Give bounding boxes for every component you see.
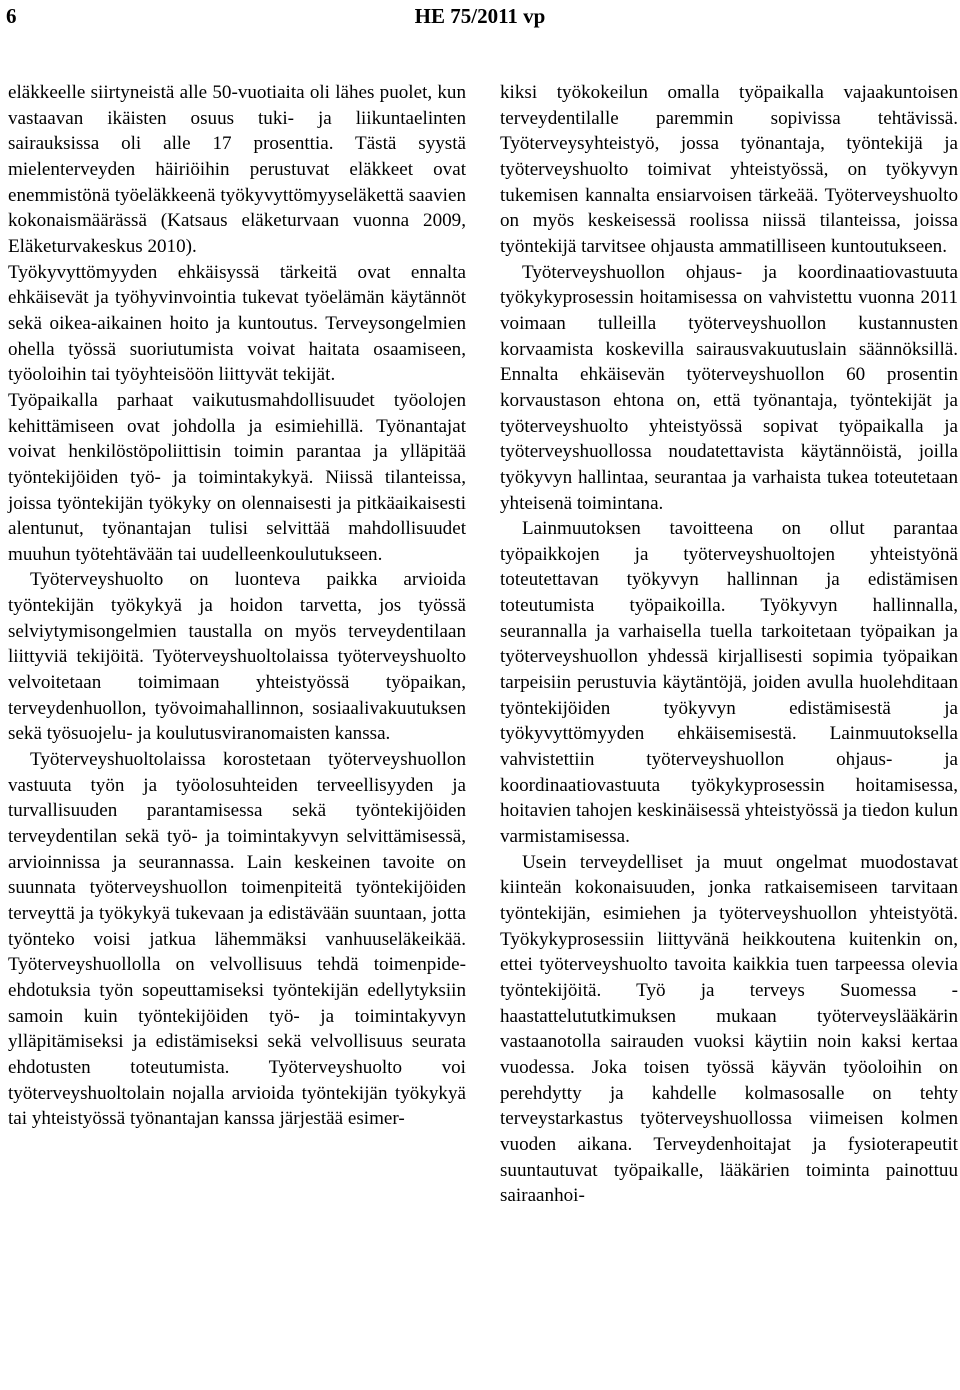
page-header [0, 4, 960, 38]
paragraph: Usein terveydelliset ja muut ongelmat muodostavat kiinteän kokonaisuuden, jonka ratkaisemiseen tarvitaan työntekijän, esimiehen ja työterveyshuollon yhteistyötä. Työkykyprosessiin liittyvänä heikkoutena kuitenkin on, ettei työterveyshuolto tavoita kaikkia tuen tarpeessa olevia työntekijöitä. Työ ja terveys Suomessa -haastattelututkimuksen mukaan työterveyslääkärin vastaanotolla sairauden vuoksi käytiin noin kaksi kertaa vuodessa. Joka toisen työssä käyvän työoloihin on perehdytty ja kahdelle kolmasosalle on tehty terveystarkastus työterveyshuollossa viimeisen kolmen vuoden aikana. Terveydenhoitajat ja fysioterapeutit suuntautuvat työpaikalle, lääkärien toiminta painottuu sairaanhoi- [500, 851, 958, 1207]
document-id: HE 75/2011 vp [414, 4, 546, 28]
paragraph: Työpaikalla parhaat vaikutusmahdollisuudet työolojen kehittämiseen ovat johdolla ja esimiehillä. Työnantajat voivat henkilöstöpoliittisin toimin parantaa ja ylläpitää työntekijöiden työ- ja toimintakykyä. Niissä tilanteissa, joissa työntekijän työkyky on olennaisesti ja pitkäaikaisesti alentunut, työnantajan tulisi selvittää mahdollisuudet muuhun työtehtävään tai uudelleenkoulutukseen. [8, 389, 466, 565]
paragraph: Työterveyshuolto on luonteva paikka arvioida työntekijän työkykyä ja hoidon tarvetta, jos työssä selviytymisongelmien taustalla on myös terveydentilaan liittyviä tekijöitä. Työterveyshuoltolaissa työterveyshuolto velvoitetaan toimimaan yhteistyössä työpaikan, terveydenhuollon, työvoimahallinnon, sosiaalivakuutuksen sekä työsuojelu- ja koulutusviranomaisten kanssa. [8, 569, 466, 745]
paragraph: Lainmuutoksen tavoitteena on ollut parantaa työpaikkojen ja työterveyshuoltojen yhteistyönä toteutettavan työkyvyn hallinnan ja edistämisen toteutumista työpaikoilla. Työkyvyn hallinnalla, seurannalla ja varhaisella tuella tarkoitetaan työpaikan ja työterveyshuollon yhdessä kirjallisesti sopimia työpaikan tarpeisiin perustuvia käytäntöjä, joiden avulla huolehditaan työntekijöiden työkyvyn edistämisestä ja työkyvyttömyyden ehkäisemisestä. Lainmuutoksella vahvistettiin työterveyshuollon ohjaus- ja koordinaatiovastuuta työkykyprosessin hoitamisessa, hoitavien tahojen keskinäisessä yhteistyössä ja tiedon kulun varmistamisessa. [500, 518, 958, 848]
paragraph: Työkyvyttömyyden ehkäisyssä tärkeitä ovat ennalta ehkäisevät ja työhyvinvointia tukevat työelämän käytännöt sekä oikea-aikainen hoito ja kuntoutus. Terveysongelmien ohella työssä suoriutumista voivat haitata osaamiseen, työoloihin tai työyhteisöön liittyvät tekijät. [8, 261, 466, 386]
paragraph: eläkkeelle siirtyneistä alle 50-vuotiaita oli lähes puolet, kun vastaavan ikäisten osuus tuki- ja liikuntaelinten sairauksissa oli alle 17 prosenttia. Tästä syystä mielenterveyden häiriöihin perustuvat eläkkeet ovat enemmistönä työeläkkeenä työkyvyttömyyseläkettä saavien kokonaismäärässä (Katsaus eläketurvaan vuonna 2009, Eläketurvakeskus 2010). [8, 82, 466, 257]
paragraph: Työterveyshuoltolaissa korostetaan työterveyshuollon vastuuta työn ja työolosuhteiden terveellisyyden ja turvallisuuden parantamisessa sekä työntekijöiden terveydentilan sekä työ- ja toimintakyvyn selvittämisessä, arvioinnissa ja seurannassa. Lain keskeinen tavoite on suunnata työterveyshuollon toimenpiteitä työntekijöiden terveyttä ja työkykyä tukevaan ja edistävään suuntaan, jotta työnteko voisi jatkua lähemmäksi vanhuuseläkeikää. Työterveyshuollolla on velvollisuus tehdä toimenpide-ehdotuksia työn sopeuttamiseksi työntekijän edellytyksiin samoin kuin työntekijöiden työ- ja toimintakyvyn ylläpitämiseksi ja edistämiseksi sekä velvollisuus seurata ehdotusten toteutumista. Työterveyshuolto voi työterveyshuoltolain nojalla arvioida työntekijän työkykyä tai yhteistyössä työnantajan kanssa järjestää esimer- [8, 749, 466, 1130]
paragraph: kiksi työkokeilun omalla työpaikalla vajaakuntoisen terveydentilalle paremmin sopivissa tehtävissä. Työterveysyhteistyö, jossa työnantaja, työntekijä ja työterveyshuolto toimivat yhteistyössä, on työkyvyn tukemisen kannalta ensiarvoisen tärkeää. Työterveyshuolto on myös keskeisessä roolissa niissä tilanteissa, joissa työntekijä tarvitsee ohjausta ammatilliseen kuntoutukseen. [500, 82, 958, 257]
right-column [500, 80, 958, 1209]
page-number: 6 [6, 4, 17, 28]
left-column [8, 80, 466, 1132]
paragraph: Työterveyshuollon ohjaus- ja koordinaatiovastuuta työkykyprosessin hoitamisessa on vahvistettu vuonna 2011 voimaan tulleilla työterveyshuollon kustannusten korvaamista koskevilla sairausvakuutuslain säännöksillä. Ennalta ehkäisevän työterveyshuollon 60 prosentin korvaustason ehtona on, että työnantaja, työntekijät ja työterveyshuolto yhteistyössä sopivat työpaikalla ja työterveyshuollossa noudatettavista käytännöistä, joilla työkyvyn hallintaa, seurantaa ja varhaista tukea toteutetaan yhteisenä toimintana. [500, 261, 958, 514]
